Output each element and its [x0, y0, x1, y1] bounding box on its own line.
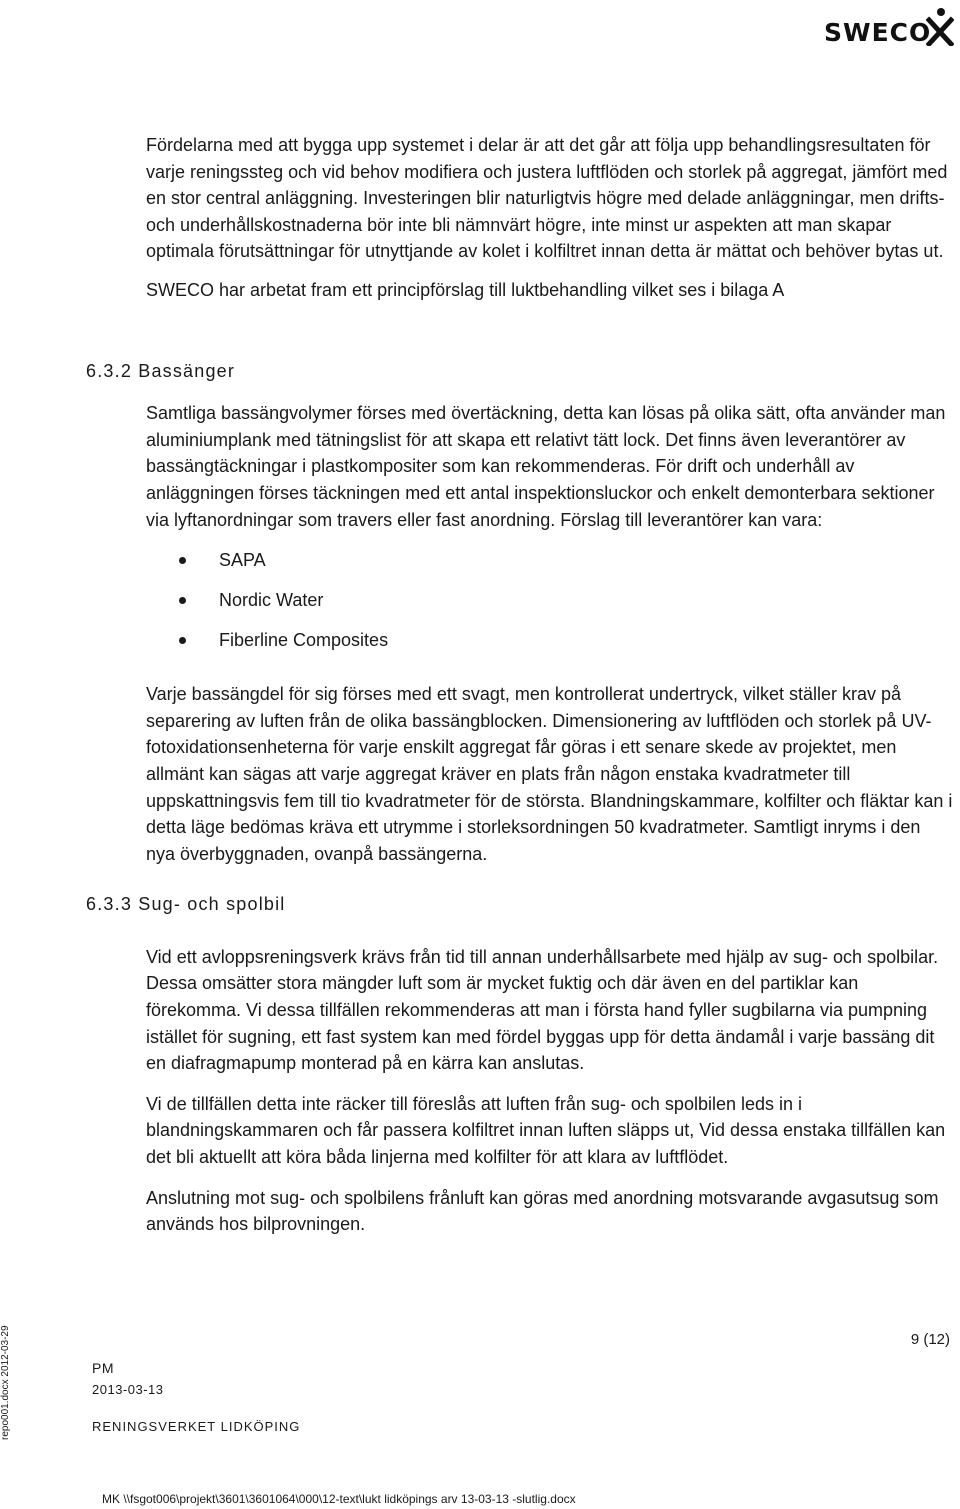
document-body — [86, 132, 954, 1238]
template-code: repo001.docx 2012-03-29 — [0, 1325, 11, 1440]
doc-date: 2013-03-13 — [92, 1382, 164, 1397]
supplier-list — [146, 547, 954, 667]
footer-info — [92, 1360, 300, 1434]
section-heading-sugbil: 6.3.3 Sug- och spolbil — [86, 894, 286, 915]
intro-paragraph: SWECO har arbetat fram ett principförslag till luktbehandling vilket ses i bilaga A — [146, 279, 785, 300]
sugbil-paragraph: Vi de tillfällen detta inte räcker till föreslås att luften från sug- och spolbilen leds in i blandningskammaren och får passera kolfiltret innan luften släpps ut, Vid dessa enstaka tillfällen kan det bli aktuellt att köra båda linjerna med kolfilter för att klara av luftflödet. — [146, 1093, 946, 1168]
page-number: 9 (12) — [910, 1331, 950, 1348]
doc-type: PM — [92, 1360, 114, 1376]
logo-text: SWECO — [824, 18, 932, 47]
sugbil-paragraph: Vid ett avloppsreningsverk krävs från tid till annan underhållsarbete med hjälp av sug- och spolbilar. Dessa omsätter stora mängder luft som är mycket fuktig och där även en del partiklar kan förekomma. Vi dessa tillfällen rekommenderas att man i första hand fyller sugbilarna via pumpning istället för sugning, ett fast system kan med fördel byggas upp för detta ändamål i varje bassäng dit en diafragmapump monterad på en kärra kan anslutas. — [146, 946, 939, 1074]
bassanger-paragraph: Varje bassängdel för sig förses med ett svagt, men kontrollerat undertryck, vilket ställer krav på separering av luften från de olika bassängblocken. Dimensionering av luftflöden och storlek på UV-fotoxidationsenheterna för varje enskilt aggregat får göras i ett senare skede av projektet, men allmänt kan sägas att varje aggregat kräver en plats från någon enstaka kvadratmeter till uppskattningsvis fem till tio kvadratmeter för de största. Blandningskammare, kolfilter och fläktar kan i detta läge bedömas kräva ett utrymme i storleksordningen 50 kvadratmeter. Samtligt inryms i den nya överbyggnaden, ovanpå bassängerna. — [146, 684, 953, 864]
file-path: MK \\fsgot006\projekt\3601\3601064\000\12-text\lukt lidköpings arv 13-03-13 -slutlig.docx — [102, 1492, 576, 1506]
project-name: RENINGSVERKET LIDKÖPING — [92, 1419, 301, 1434]
section-heading-bassanger: 6.3.2 Bassänger — [86, 360, 236, 381]
sweco-logo — [824, 6, 954, 46]
list-item: SAPA — [146, 547, 954, 587]
intro-paragraph: Fördelarna med att bygga upp systemet i delar är att det går att följa upp behandlingsresultaten för varje reningssteg och vid behov modifiera och justera luftflöden och storlek på aggregat, jämfört med en stor central anläggning. Investeringen blir naturligtvis högre med delade anläggningar, men drifts- och underhållskostnaderna bör inte bli nämnvärt högre, inte minst ur aspekten att man skapar optimala förutsättningar för utnyttjande av kolet i kolfiltret innan detta är mättat och behöver bytas ut. — [146, 135, 948, 262]
list-item: Fiberline Composites — [146, 627, 954, 667]
bassanger-paragraph: Samtliga bassängvolymer förses med övertäckning, detta kan lösas på olika sätt, ofta använder man aluminiumplank med tätningslist för att skapa ett relativt tätt lock. Det finns även leverantörer av bassängtäckningar i plastkompositer som kan rekommenderas. För drift och underhåll av anläggningen förses täckningen med ett antal inspektionsluckor och enkelt demonterbara sektioner via lyftanordningar som travers eller fast anordning. Förslag till leverantörer kan vara: — [146, 403, 946, 530]
sweco-emblem-icon — [926, 6, 954, 46]
list-item: Nordic Water — [146, 587, 954, 627]
sugbil-paragraph: Anslutning mot sug- och spolbilens frånluft kan göras med anordning motsvarande avgasutsug som används hos bilprovningen. — [146, 1187, 939, 1235]
